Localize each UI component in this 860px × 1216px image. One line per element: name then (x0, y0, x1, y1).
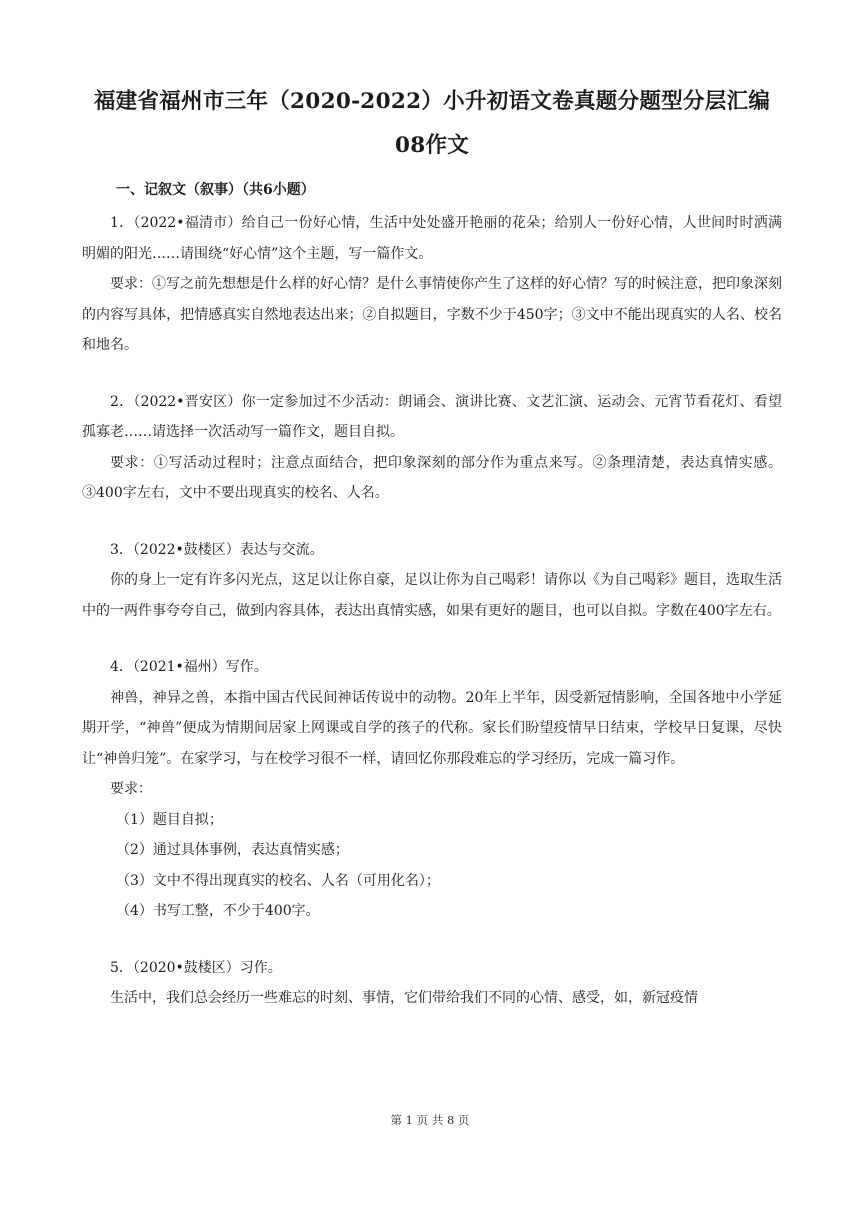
page-footer: 第 1 页 共 8 页 (390, 1113, 470, 1127)
requirement-item: （4）书写工整，不少于400字。 (116, 903, 320, 919)
question-2 (82, 387, 782, 509)
question-5-prompt: 生活中，我们总会经历一些难忘的时刻、事情，它们带给我们不同的心情、感受，如，新冠疫情 (110, 990, 698, 1006)
title-line-1: 福建省福州市三年（2020-2022）小升初语文卷真题分题型分层汇编 (93, 89, 771, 114)
question-2-prompt: 2．（2022•晋安区）你一定参加过不少活动：朗诵会、演讲比赛、文艺汇演、运动会、元宵节看花灯、看望孤寡老……请选择一次活动写一篇作文，题目自拟。 (82, 393, 782, 440)
question-5-heading: 5．（2020•鼓楼区）习作。 (110, 959, 282, 976)
requirement-item: （2）通过具体事例，表达真情实感； (116, 842, 349, 858)
question-1-requirements: 要求：①写之前先想想是什么样的好心情？是什么事情使你产生了这样的好心情？写的时候注意，把印象深刻的内容写具体，把情感真实自然地表达出来；②自拟题目，字数不少于450字；③文中不能出现真实的人名、校名和地名。 (82, 276, 782, 353)
question-3-heading: 3．（2022•鼓楼区）表达与交流。 (110, 541, 324, 558)
question-3-prompt: 你的身上一定有许多闪光点，这足以让你自豪，足以让你为自己喝彩！请你以《为自己喝彩》题目，选取生活中的一两件事夸夸自己，做到内容具体，表达出真情实感，如果有更好的题目，也可以自拟。字数在400字左右。 (82, 572, 782, 619)
requirement-item: （1）题目自拟； (116, 811, 223, 828)
question-4-requirements-label: 要求： (110, 781, 152, 797)
title-line-2: 08作文 (394, 133, 470, 158)
document-title (76, 80, 788, 168)
question-2-requirements: 要求：①写活动过程时；注意点面结合，把印象深刻的部分作为重点来写。②条理清楚，表达真情实感。③400字左右，文中不要出现真实的校名、人名。 (82, 454, 782, 501)
question-4 (82, 652, 782, 927)
question-1 (82, 208, 782, 361)
section-heading: 一、记叙文（叙事）（共6小题） (116, 182, 315, 198)
question-4-prompt: 神兽，神异之兽，本指中国古代民间神话传说中的动物。20年上半年，因受新冠情影响，全国各地中小学延期开学，“神兽”便成为情期间居家上网课或自学的孩子的代称。家长们盼望疫情早日结束，学校早日复课，尽快让“神兽归笼”。在家学习，与在校学习很不一样，请回忆你那段难忘的学习经历，完成一篇习作。 (82, 689, 782, 767)
question-5 (82, 953, 782, 1014)
question-4-heading: 4．（2021•福州）写作。 (110, 659, 268, 675)
question-1-prompt: 1．（2022•福清市）给自己一份好心情，生活中处处盛开艳丽的花朵；给别人一份好心情，人世间时时洒满明媚的阳光……请围绕“好心情”这个主题，写一篇作文。 (82, 215, 782, 262)
requirement-item: （3）文中不得出现真实的校名、人名（可用化名）； (116, 872, 440, 889)
question-3 (82, 535, 782, 627)
